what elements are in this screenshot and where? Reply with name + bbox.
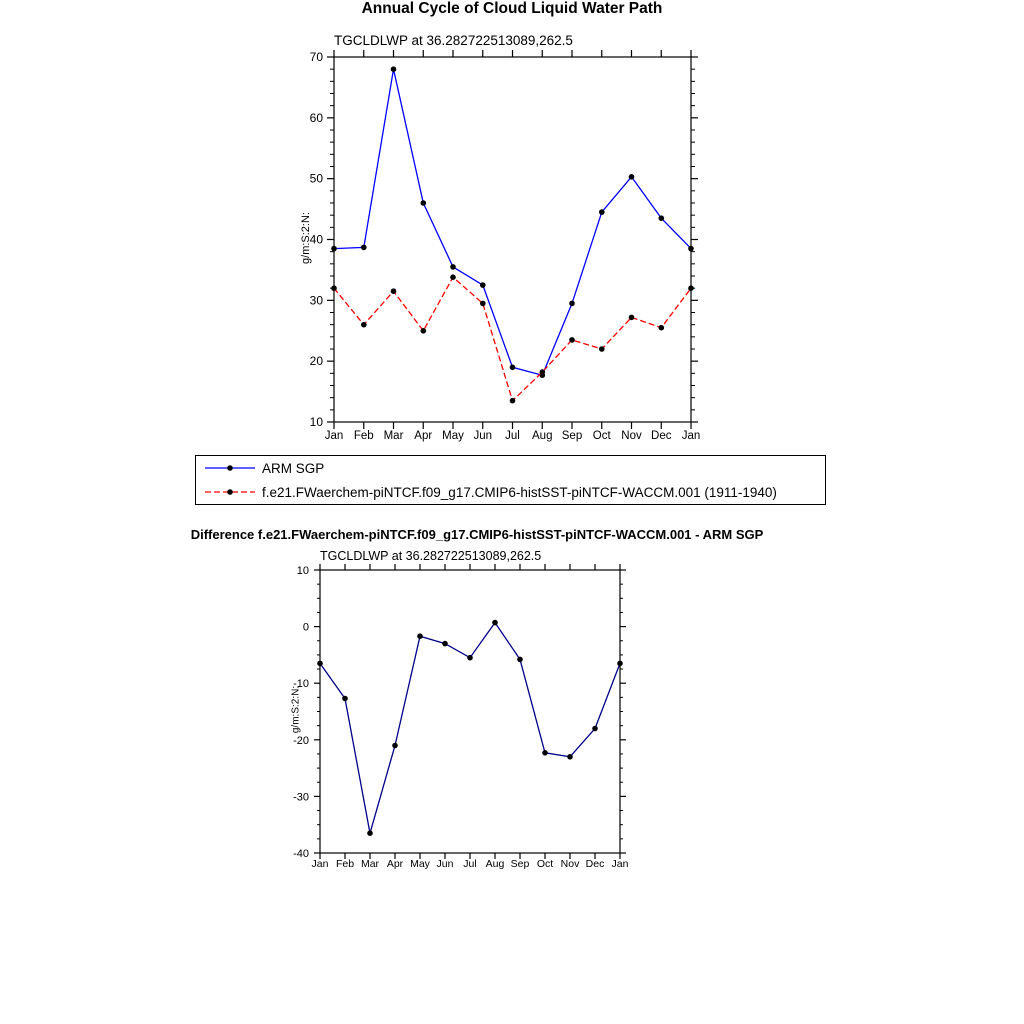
y-tick-label: 10	[296, 565, 309, 577]
x-tick-label: May	[410, 858, 430, 870]
data-point-marker	[442, 641, 448, 647]
x-tick-label: Jul	[505, 430, 520, 442]
data-point-marker	[391, 66, 397, 72]
data-point-marker	[450, 274, 456, 280]
f-e21-fwaerchem-pintcf-f09-g17-cmip6-his-line	[334, 277, 691, 401]
data-point-marker	[567, 754, 573, 760]
legend-entry-arm-sgp	[196, 456, 825, 480]
y-tick-label: 70	[309, 50, 323, 64]
x-tick-label: Oct	[536, 858, 554, 870]
f-e21-fwaerchem-pintcf-f09-g17-cmip6-his-series	[331, 274, 694, 403]
legend-entry-model	[196, 480, 825, 504]
y-tick-label: 0	[302, 621, 309, 634]
data-point-marker	[688, 285, 694, 291]
data-point-marker	[450, 264, 456, 270]
data-point-marker	[331, 285, 337, 291]
top-chart-subtitle: TGCLDLWP at 36.282722513089,262.5	[334, 33, 573, 48]
x-tick-label: Apr	[386, 858, 404, 870]
x-tick-label: Jan	[681, 430, 701, 442]
data-point-marker	[599, 346, 605, 352]
x-tick-label: Nov	[621, 430, 642, 442]
x-tick-label: Oct	[592, 430, 611, 442]
x-tick-label: Nov	[560, 858, 580, 870]
legend-line-sample-arm-sgp	[202, 456, 258, 480]
x-tick-label: Jan	[611, 858, 629, 870]
y-tick-label: 20	[309, 354, 323, 369]
y-tick-label: -20	[293, 734, 309, 747]
x-tick-label: May	[442, 430, 464, 442]
x-tick-label: Mar	[383, 430, 404, 442]
y-tick-label: -40	[293, 848, 309, 860]
x-tick-label: Feb	[353, 430, 374, 442]
x-tick-label: Aug	[532, 430, 553, 442]
data-point-marker	[510, 398, 516, 404]
data-point-marker	[421, 200, 427, 206]
top-chart-plot	[310, 50, 701, 442]
x-tick-label: Aug	[485, 858, 505, 870]
data-point-marker	[392, 743, 398, 749]
data-point-marker	[569, 337, 575, 343]
x-tick-label: Dec	[651, 430, 672, 442]
data-point-marker	[367, 830, 373, 836]
data-point-marker	[540, 369, 546, 375]
legend-line-sample-model	[202, 480, 258, 504]
bottom-chart-plot	[290, 564, 629, 870]
legend-box	[195, 455, 826, 505]
bottom-chart-subtitle: TGCLDLWP at 36.282722513089,262.5	[320, 549, 542, 563]
data-point-marker	[342, 696, 348, 702]
data-point-marker	[492, 620, 498, 626]
y-tick-label: -10	[293, 678, 309, 691]
data-point-marker	[517, 657, 523, 663]
x-tick-label: Jan	[311, 858, 329, 870]
data-point-marker	[659, 215, 665, 221]
data-point-marker	[417, 633, 423, 639]
bottom-chart-y-axis-label: g/m:S:2:N:	[290, 685, 302, 734]
data-point-marker	[617, 661, 623, 667]
x-tick-label: Jul	[463, 858, 477, 870]
data-point-marker	[331, 246, 337, 252]
x-tick-label: Jun	[436, 858, 454, 870]
data-point-marker	[391, 288, 397, 294]
data-point-marker	[629, 174, 635, 180]
data-point-marker	[542, 750, 548, 756]
data-point-marker	[480, 282, 486, 288]
data-point-marker	[467, 655, 473, 661]
y-tick-label: 30	[309, 293, 323, 308]
bottom-chart-title: Difference f.e21.FWaerchem-piNTCF.f09_g17.CMIP6-histSST-piNTCF-WACCM.001 - ARM SGP	[190, 527, 764, 542]
data-point-marker	[421, 328, 427, 334]
plot-border	[320, 570, 620, 853]
y-tick-label: -30	[293, 791, 309, 804]
x-tick-label: Mar	[360, 858, 380, 870]
data-point-marker	[592, 726, 598, 732]
x-tick-label: Apr	[414, 430, 433, 442]
y-tick-label: 40	[309, 232, 323, 247]
data-point-marker	[361, 245, 367, 251]
legend-label-arm-sgp: ARM SGP	[262, 460, 325, 476]
data-point-marker	[510, 365, 516, 371]
data-point-marker	[629, 315, 635, 321]
y-tick-label: 60	[309, 110, 323, 125]
arm-sgp-line	[334, 69, 691, 375]
data-point-marker	[317, 661, 323, 667]
data-point-marker	[361, 322, 367, 328]
x-tick-label: Dec	[585, 858, 605, 870]
data-point-marker	[480, 301, 486, 307]
x-tick-label: Sep	[561, 430, 583, 442]
y-tick-label: 50	[309, 171, 323, 186]
x-tick-label: Jun	[473, 430, 493, 442]
difference-line	[320, 623, 620, 834]
top-chart-title: Annual Cycle of Cloud Liquid Water Path	[361, 0, 663, 17]
y-tick-label: 10	[309, 415, 323, 429]
x-tick-label: Sep	[510, 858, 530, 870]
data-point-marker	[569, 301, 575, 307]
data-point-marker	[599, 209, 605, 215]
arm-sgp-series	[331, 66, 694, 378]
difference-series	[317, 620, 623, 836]
data-point-marker	[659, 325, 665, 331]
data-point-marker	[688, 246, 694, 252]
legend-label-model: f.e21.FWaerchem-piNTCF.f09_g17.CMIP6-histSST-piNTCF-WACCM.001 (1911-1940)	[262, 484, 777, 500]
x-tick-label: Feb	[335, 858, 355, 870]
x-tick-label: Jan	[324, 430, 344, 442]
top-chart-y-axis-label: g/m:S:2:N:	[300, 212, 312, 264]
